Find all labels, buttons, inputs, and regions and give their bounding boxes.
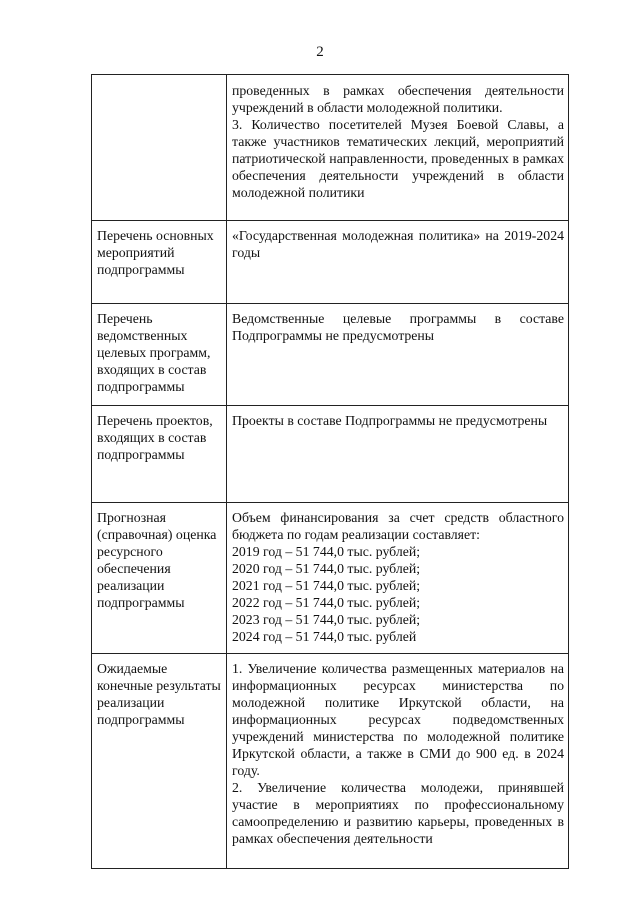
table-row bbox=[92, 406, 569, 503]
table-row bbox=[92, 221, 569, 304]
table-row bbox=[92, 304, 569, 406]
row-value bbox=[227, 75, 569, 221]
row-label: Перечень проектов, входящих в состав подпрограммы bbox=[92, 406, 227, 503]
funding-year-line: 2023 год – 51 744,0 тыс. рублей; bbox=[232, 612, 421, 627]
row-value bbox=[227, 654, 569, 869]
value-paragraph: «Государственная молодежная политика» на 2019-2024 годы bbox=[232, 228, 564, 260]
value-paragraph: 3. Количество посетителей Музея Боевой Славы, а также участников тематических лекций, мероприятий патриотической направленности, проведенных в рамках обеспечения деятельности учреждений в области молодежной политики bbox=[232, 117, 564, 200]
value-paragraph: Проекты в составе Подпрограммы не предусмотрены bbox=[232, 413, 548, 428]
funding-year-line: 2024 год – 51 744,0 тыс. рублей bbox=[232, 629, 417, 644]
row-value bbox=[227, 503, 569, 654]
row-value bbox=[227, 304, 569, 406]
value-paragraph: Объем финансирования за счет средств областного бюджета по годам реализации составляет: bbox=[232, 510, 564, 542]
row-value bbox=[227, 406, 569, 503]
row-label: Перечень ведомственных целевых программ, входящих в состав подпрограммы bbox=[92, 304, 227, 406]
row-value bbox=[227, 221, 569, 304]
funding-year-line: 2021 год – 51 744,0 тыс. рублей; bbox=[232, 578, 421, 593]
value-paragraph: проведенных в рамках обеспечения деятельности учреждений в области молодежной политики. bbox=[232, 83, 564, 115]
table-row bbox=[92, 654, 569, 869]
funding-year-line: 2019 год – 51 744,0 тыс. рублей; bbox=[232, 544, 421, 559]
row-label bbox=[92, 75, 227, 221]
value-paragraph: 2. Увеличение количества молодежи, принявшей участие в мероприятиях по профессиональному самоопределению и развитию карьеры, проведенных в рамках обеспечения деятельности bbox=[232, 780, 564, 846]
row-label: Прогнозная (справочная) оценка ресурсного обеспечения реализации подпрограммы bbox=[92, 503, 227, 654]
table-row bbox=[92, 75, 569, 221]
table-row bbox=[92, 503, 569, 654]
value-paragraph: Ведомственные целевые программы в составе Подпрограммы не предусмотрены bbox=[232, 311, 564, 343]
value-paragraph: 1. Увеличение количества размещенных материалов на информационных ресурсах министерства по молодежной политике Иркутской области, на информационных ресурсах подведомственных учреждений министерства по молодежной политике Иркутской области, а также в СМИ до 900 ед. в 2024 году. bbox=[232, 661, 564, 778]
funding-year-line: 2020 год – 51 744,0 тыс. рублей; bbox=[232, 561, 421, 576]
funding-year-line: 2022 год – 51 744,0 тыс. рублей; bbox=[232, 595, 421, 610]
passport-table bbox=[91, 74, 569, 869]
row-label: Ожидаемые конечные результаты реализации подпрограммы bbox=[92, 654, 227, 869]
row-label: Перечень основных мероприятий подпрограммы bbox=[92, 221, 227, 304]
page-number: 2 bbox=[316, 44, 324, 60]
